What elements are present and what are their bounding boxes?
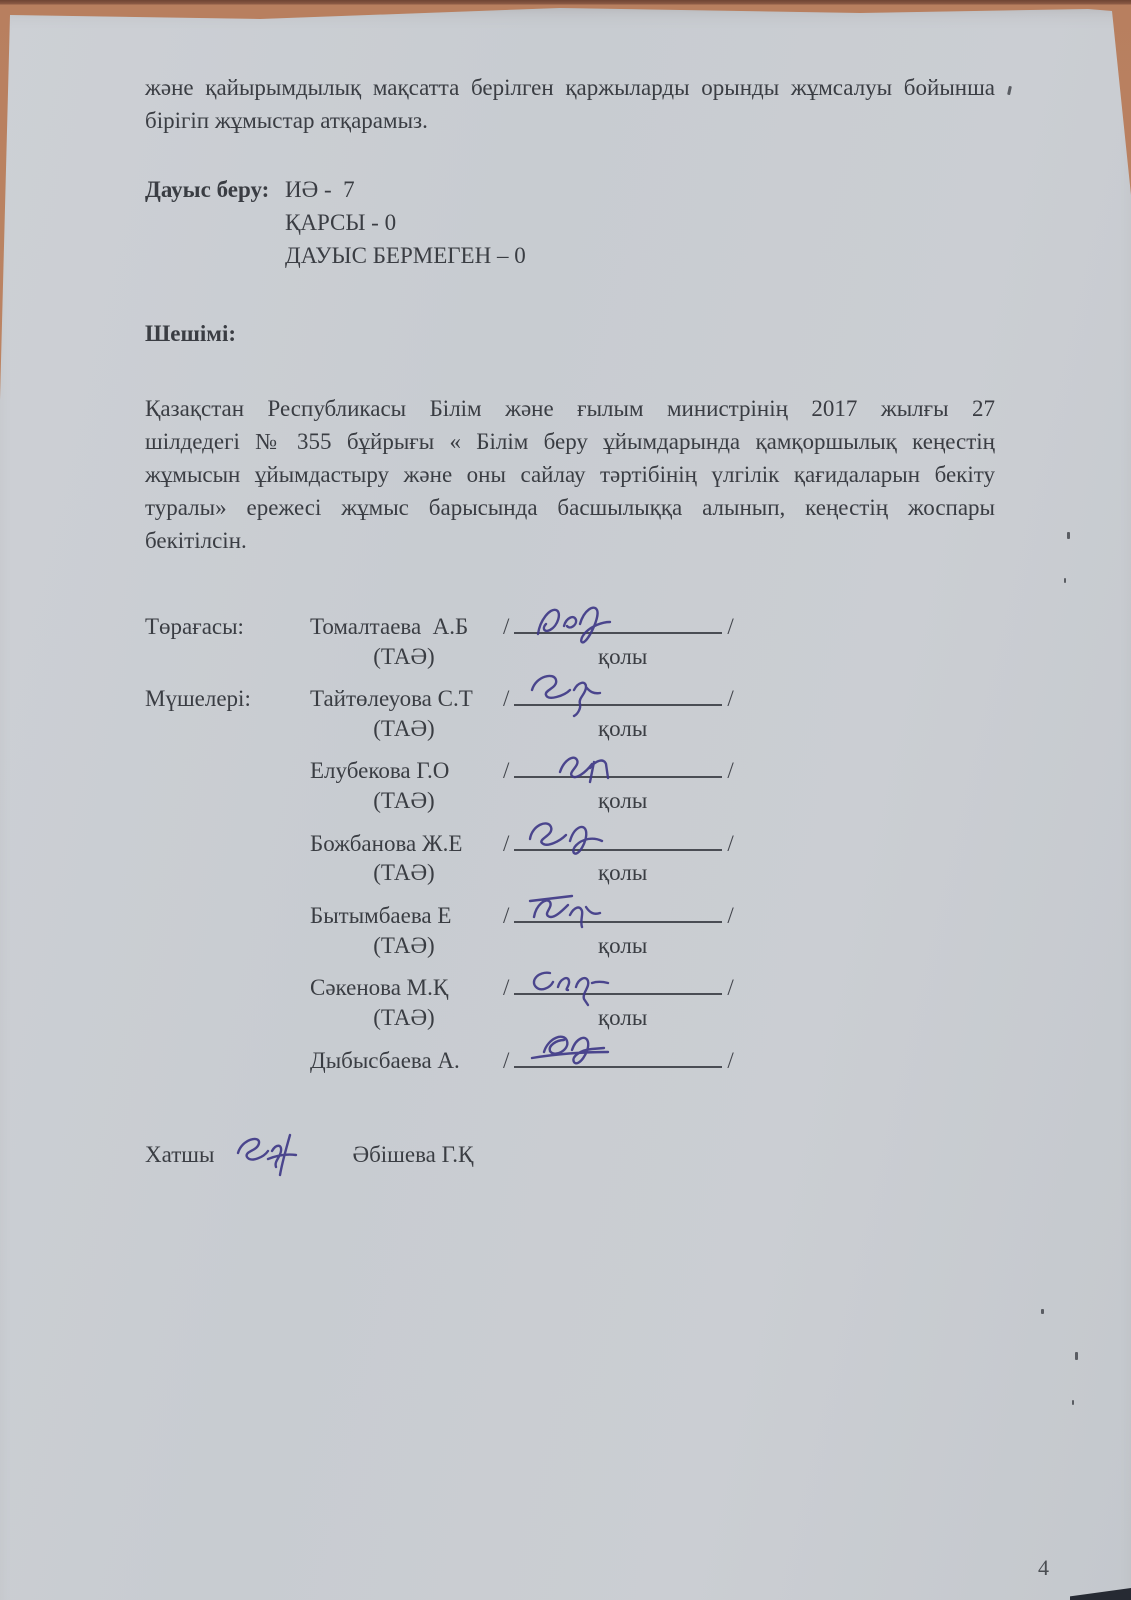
taa-label: (ТАӘ) — [373, 643, 435, 669]
signature-row: Төрағасы: Томалтаева А.Б / / — [145, 602, 995, 644]
vote-abstained-value: ДАУЫС БЕРМЕГЕН – 0 — [285, 242, 526, 268]
qoly-label: қолы — [598, 932, 648, 958]
taa-label: (ТАӘ) — [373, 860, 435, 886]
vote-yes-value: ИӘ - 7 — [285, 176, 355, 202]
taa-label: (ТАӘ) — [373, 715, 435, 741]
paper-speck — [1041, 1309, 1044, 1314]
qoly-label: қолы — [598, 788, 648, 814]
paper-speck — [1064, 578, 1066, 583]
signature-row: Мүшелері: Тайтөлеуова С.Т / / — [145, 674, 995, 716]
sig-name: Божбанова Ж.Е — [310, 830, 463, 856]
signature-line — [514, 674, 722, 706]
signature-block — [145, 602, 995, 1078]
document-content — [145, 0, 995, 1181]
taa-label: (ТАӘ) — [373, 788, 435, 814]
signature-line — [514, 746, 722, 778]
taa-label: (ТАӘ) — [373, 1005, 435, 1031]
handwritten-signature-icon — [520, 811, 690, 863]
sig-name: Елубекова Г.О — [310, 758, 450, 784]
qoly-label: қолы — [598, 715, 648, 741]
handwritten-signature-icon — [520, 955, 690, 1007]
sig-role-chair: Төрағасы: — [145, 613, 244, 639]
signature-line — [514, 891, 722, 923]
vote-row-abstained — [145, 240, 995, 273]
paper-speck — [1075, 1352, 1078, 1360]
decision-heading: Шешімі: — [145, 321, 236, 347]
handwritten-signature-icon — [520, 594, 690, 646]
secretary-row — [145, 1129, 995, 1181]
signature-row: Дыбысбаева А. / / — [145, 1036, 995, 1078]
secretary-label: Хатшы — [145, 1141, 215, 1167]
vote-against-value: ҚАРСЫ - 0 — [285, 209, 397, 235]
signature-line — [514, 819, 722, 851]
signature-row: Сәкенова М.Қ / / — [145, 963, 995, 1005]
sig-name: Бытымбаева Е — [310, 902, 452, 928]
paper-speck — [1067, 532, 1070, 539]
taa-label: (ТАӘ) — [373, 932, 435, 958]
handwritten-signature-icon — [228, 1129, 338, 1181]
signature-line — [514, 1036, 722, 1068]
secretary-name: Әбішева Г.Қ — [352, 1141, 474, 1167]
paragraph-top: және қайырымдылық мақсатта берілген қаржыларды орынды жұмсалуы бойынша бірігіп жұмыстар атқарамыз. — [145, 75, 995, 133]
handwritten-signature-icon — [520, 666, 690, 718]
secretary-signature — [228, 1129, 338, 1181]
vote-row-against — [145, 207, 995, 240]
signature-line — [514, 963, 722, 995]
paper-speck — [1072, 1400, 1074, 1405]
qoly-label: қолы — [598, 860, 648, 886]
voting-label: Дауыс беру: — [145, 176, 270, 202]
page-number: 4 — [1038, 1555, 1049, 1580]
signature-row: Елубекова Г.О / / — [145, 746, 995, 788]
qoly-label: қолы — [598, 1005, 648, 1031]
sig-name: Дыбысбаева А. — [310, 1047, 460, 1073]
sig-name: Томалтаева А.Б — [310, 613, 469, 639]
decision-paragraph: Қазақстан Республикасы Білім және ғылым министрінің 2017 жылғы 27 шілдедегі № 355 бұйрығы « Білім беру ұйымдарында қамқоршылық кеңестің жұмысын ұйымдастыру және оны сайлау тәртібінің үлгілік қағидаларын бекіту туралы» ережесі жұмыс барысында басшылыққа алынып, кеңестің жоспары бекітілсін. — [145, 396, 995, 553]
sig-name: Тайтөлеуова С.Т — [310, 685, 473, 711]
voting-section — [145, 174, 995, 273]
handwritten-signature-icon — [520, 883, 690, 935]
handwritten-signature-icon — [520, 738, 690, 790]
signature-row: Божбанова Ж.Е / / — [145, 819, 995, 861]
signature-line — [514, 602, 722, 634]
sig-role-members: Мүшелері: — [145, 685, 251, 711]
sig-name: Сәкенова М.Қ — [310, 975, 449, 1001]
qoly-label: қолы — [598, 643, 648, 669]
signature-row: Бытымбаева Е / / — [145, 891, 995, 933]
vote-row-yes — [145, 174, 995, 207]
